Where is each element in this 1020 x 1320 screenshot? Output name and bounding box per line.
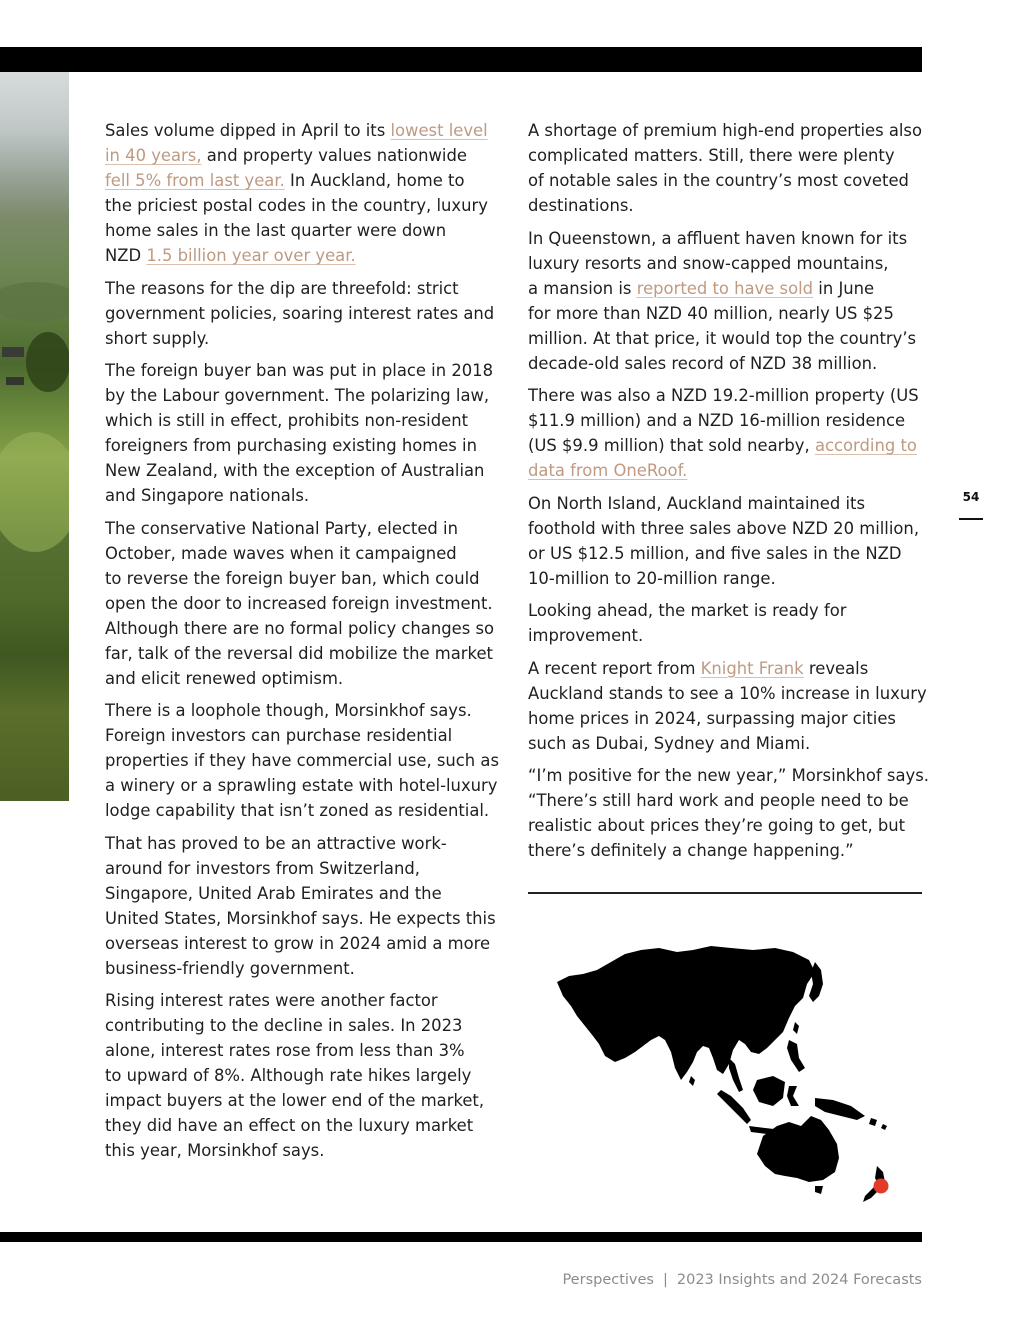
new-zealand-marker [874, 1179, 889, 1194]
link-fell-5-percent[interactable]: fell 5% from last year. [105, 171, 285, 190]
landscape-photo [0, 72, 69, 801]
text: lodge capability that isn’t zoned as residential. [105, 801, 490, 820]
text: home sales in the last quarter were down [105, 221, 447, 240]
paragraph [528, 598, 924, 648]
text: “There’s still hard work and people need to be [528, 791, 909, 810]
paragraph [528, 763, 929, 863]
paragraph [528, 491, 924, 591]
footer-separator: | [662, 1272, 668, 1288]
section-divider [528, 892, 922, 894]
photo-tree [26, 332, 69, 392]
text: Rising interest rates were another factor [105, 991, 438, 1010]
text: government policies, soaring interest rates and [105, 303, 495, 323]
text: reveals [803, 658, 869, 678]
text: the priciest postal codes in the country, luxury [105, 196, 488, 215]
paragraph [528, 656, 927, 756]
photo-building [2, 347, 24, 357]
text: million. At that price, it would top the country’s [528, 328, 917, 348]
text: by the Labour government. The polarizing law, [105, 386, 490, 405]
text: A recent report from [528, 658, 701, 678]
asia-pacific-map [553, 940, 898, 1202]
text: Although there are no formal policy changes so [105, 618, 495, 638]
paragraph [105, 358, 497, 508]
text: $11.9 million) and a NZD 16-million residence [528, 411, 906, 430]
text: short supply. [105, 328, 210, 348]
text: and property values nationwide [201, 146, 467, 165]
text: There is a loophole though, Morsinkhof says. [105, 701, 472, 720]
photo-field [0, 432, 69, 552]
footer-title: 2023 Insights and 2024 Forecasts [676, 1272, 922, 1288]
tasmania-island [815, 1186, 823, 1194]
text: In Queenstown, a affluent haven known for its [528, 228, 908, 248]
text: That has proved to be an attractive work- [105, 833, 447, 853]
paragraph [528, 383, 924, 483]
page-number: 54 [962, 490, 980, 504]
text: October, made waves when it campaigned [105, 543, 457, 563]
text: and elicit renewed optimism. [105, 668, 344, 688]
pacific-islands [869, 1118, 887, 1130]
asia-landmass [557, 946, 815, 1080]
text: business-friendly government. [105, 958, 355, 978]
text: such as Dubai, Sydney and Miami. [528, 733, 811, 753]
text: complicated matters. Still, there were plenty [528, 146, 895, 165]
paragraph [105, 831, 497, 981]
text: in June [813, 278, 875, 298]
text: luxury resorts and snow-capped mountains, [528, 253, 889, 273]
borneo-island [753, 1076, 785, 1106]
text: Looking ahead, the market is ready for [528, 601, 847, 620]
text: overseas interest to grow in 2024 amid a more [105, 933, 491, 953]
text: properties if they have commercial use, such as [105, 751, 499, 770]
bottom-black-bar [0, 1232, 922, 1242]
text: decade-old sales record of NZD 38 million. [528, 353, 878, 373]
text: A shortage of premium high-end properties also [528, 121, 922, 140]
text: In Auckland, home to [284, 171, 465, 190]
right-column [528, 118, 929, 871]
malay-peninsula [729, 1058, 743, 1092]
photo-building [6, 377, 24, 385]
paragraph [105, 698, 497, 823]
text: they did have an effect on the luxury market [105, 1116, 474, 1135]
text: The conservative National Party, elected in [105, 518, 458, 538]
text: for more than NZD 40 million, nearly US $25 [528, 303, 894, 323]
text: Foreign investors can purchase residential [105, 726, 453, 745]
text: United States, Morsinkhof says. He expects this [105, 908, 496, 928]
paragraph [528, 118, 924, 218]
link-reported-to-have-sold[interactable]: reported to have sold [636, 278, 814, 298]
text: The reasons for the dip are threefold: strict [105, 278, 459, 298]
link-oneroof-data[interactable]: data from OneRoof. [528, 461, 688, 480]
sri-lanka-island [689, 1076, 695, 1086]
text: Singapore, United Arab Emirates and the [105, 883, 442, 903]
text: contributing to the decline in sales. In 2023 [105, 1016, 463, 1035]
philippines-islands [787, 1040, 805, 1072]
text: to upward of 8%. Although rate hikes largely [105, 1066, 472, 1085]
text: improvement. [528, 626, 644, 645]
link-lowest-level[interactable]: lowest level [390, 121, 488, 140]
link-billion-year-over-year[interactable]: 1.5 billion year over year. [146, 246, 356, 265]
page-footer [562, 1272, 922, 1288]
text: open the door to increased foreign investment. [105, 593, 493, 613]
text: realistic about prices they’re going to get, but [528, 816, 906, 835]
text: or US $12.5 million, and five sales in the NZD [528, 543, 902, 563]
paragraph [105, 516, 497, 691]
text: this year, Morsinkhof says. [105, 1141, 325, 1160]
text: destinations. [528, 196, 634, 215]
text: foothold with three sales above NZD 20 million, [528, 518, 920, 538]
text: to reverse the foreign buyer ban, which could [105, 568, 480, 588]
text: There was also a NZD 19.2-million property (US [528, 386, 919, 405]
text: impact buyers at the lower end of the market, [105, 1091, 485, 1110]
link-knight-frank[interactable]: Knight Frank [700, 658, 804, 678]
text: and Singapore nationals. [105, 486, 310, 505]
text: The foreign buyer ban was put in place in 2018 [105, 361, 494, 380]
text: New Zealand, with the exception of Australian [105, 461, 485, 480]
taiwan-island [793, 1022, 799, 1034]
link-lowest-level[interactable]: in 40 years, [105, 146, 202, 165]
page-number-rule [959, 518, 983, 520]
footer-section: Perspectives [562, 1272, 654, 1288]
landmass-group [557, 946, 887, 1202]
left-column [105, 118, 497, 1171]
text: home prices in 2024, surpassing major cities [528, 708, 896, 728]
photo-hill [0, 282, 69, 322]
top-black-bar [0, 47, 922, 72]
text: a mansion is [528, 278, 637, 298]
text: around for investors from Switzerland, [105, 858, 420, 878]
link-oneroof-data[interactable]: according to [814, 436, 917, 455]
text: Sales volume dipped in April to its [105, 121, 391, 140]
text: NZD [105, 246, 147, 265]
text: alone, interest rates rose from less than 3% [105, 1041, 465, 1060]
text: of notable sales in the country’s most coveted [528, 171, 909, 190]
sulawesi-island [787, 1086, 799, 1106]
text: which is still in effect, prohibits non-resident [105, 411, 469, 430]
text: Auckland stands to see a 10% increase in luxury [528, 683, 927, 703]
text: there’s definitely a change happening.” [528, 841, 854, 860]
text: a winery or a sprawling estate with hotel-luxury [105, 776, 498, 795]
australia-landmass [757, 1116, 839, 1182]
text: “I’m positive for the new year,” Morsinkhof says. [528, 766, 929, 785]
text: foreigners from purchasing existing homes in [105, 436, 477, 455]
paragraph [528, 226, 924, 376]
paragraph [105, 276, 497, 351]
text: far, talk of the reversal did mobilize the market [105, 643, 493, 663]
paragraph [105, 118, 497, 268]
text: (US $9.9 million) that sold nearby, [528, 436, 815, 455]
new-guinea-island [815, 1098, 865, 1120]
paragraph [105, 988, 497, 1163]
text: On North Island, Auckland maintained its [528, 493, 866, 513]
text: 10-million to 20-million range. [528, 568, 776, 588]
sumatra-island [717, 1090, 751, 1124]
